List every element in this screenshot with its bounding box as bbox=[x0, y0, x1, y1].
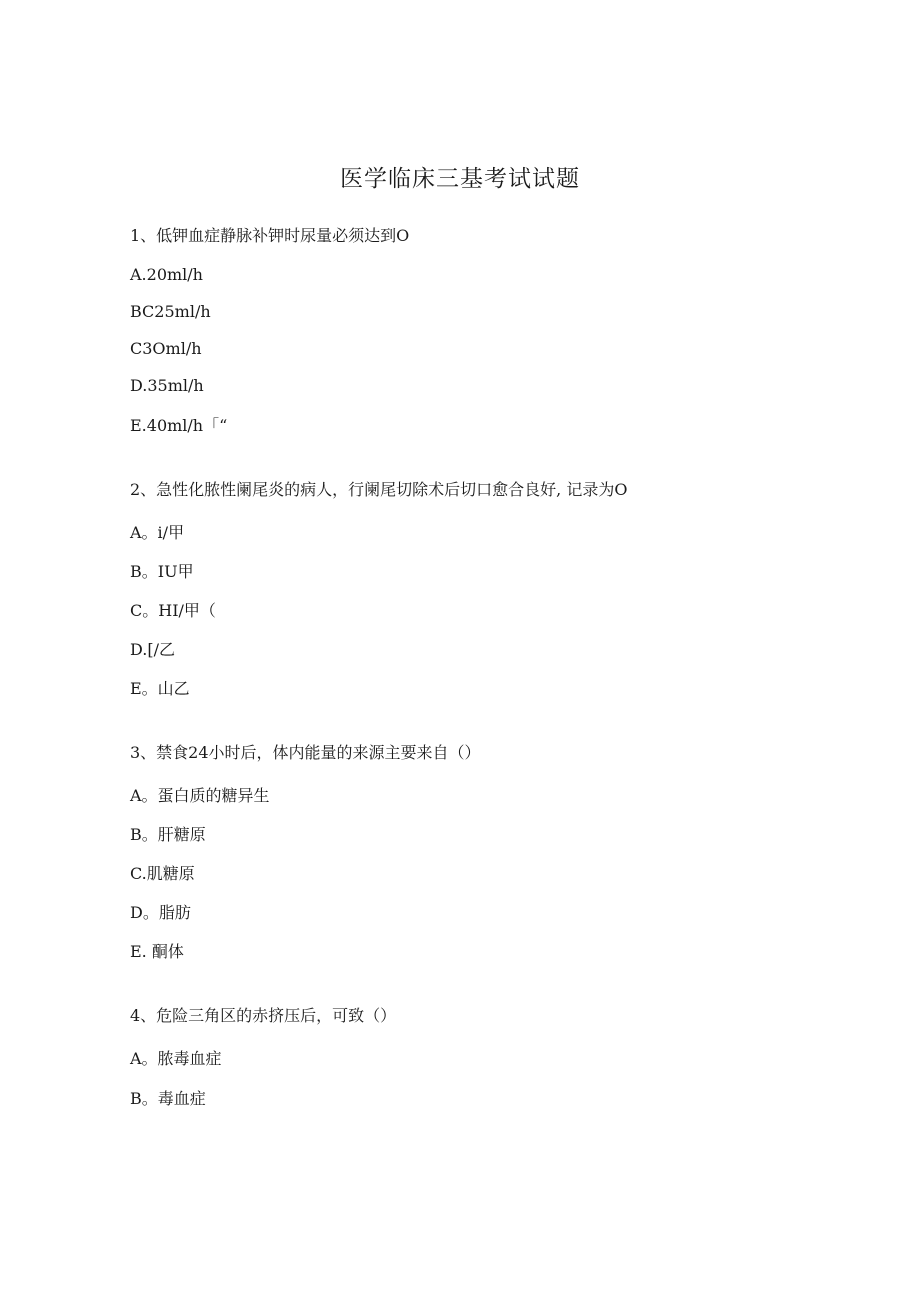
question-1-option-e: E.40ml∕h「“ bbox=[130, 416, 228, 435]
question-1: 1、低钾血症静脉补钾时尿量必须达到O bbox=[130, 226, 410, 245]
question-3-option-d: D。脂肪 bbox=[130, 903, 191, 922]
question-2-option-c: C。HI/甲（ bbox=[130, 601, 216, 620]
question-1-option-a: A.20ml∕h bbox=[130, 265, 203, 284]
question-1-option-c: C3Oml∕h bbox=[130, 339, 202, 358]
question-4-option-b: B。毒血症 bbox=[130, 1089, 206, 1108]
question-1-option-b: BC25ml∕h bbox=[130, 302, 211, 321]
question-2-option-e: E。山乙 bbox=[130, 679, 190, 698]
page-title: 医学临床三基考试试题 bbox=[340, 166, 580, 192]
question-4: 4、危险三角区的赤挤压后，可致（） bbox=[130, 1006, 397, 1025]
question-2: 2、急性化脓性阑尾炎的病人，行阑尾切除术后切口愈合良好, 记录为O bbox=[130, 480, 628, 499]
question-3-option-e: E. 酮体 bbox=[130, 942, 184, 961]
question-3-option-c: C.肌糖原 bbox=[130, 864, 195, 883]
question-4-option-a: A。脓毒血症 bbox=[130, 1049, 222, 1068]
question-3-option-a: A。蛋白质的糖异生 bbox=[130, 786, 270, 805]
question-3-option-b: B。肝糖原 bbox=[130, 825, 206, 844]
question-2-option-b: B。IU甲 bbox=[130, 562, 194, 581]
question-1-option-d: D.35ml∕h bbox=[130, 376, 204, 395]
question-2-option-d: D.[/乙 bbox=[130, 640, 175, 659]
question-2-option-a: A。i/甲 bbox=[130, 523, 185, 542]
question-3: 3、禁食24小时后，体内能量的来源主要来自（） bbox=[130, 743, 481, 762]
